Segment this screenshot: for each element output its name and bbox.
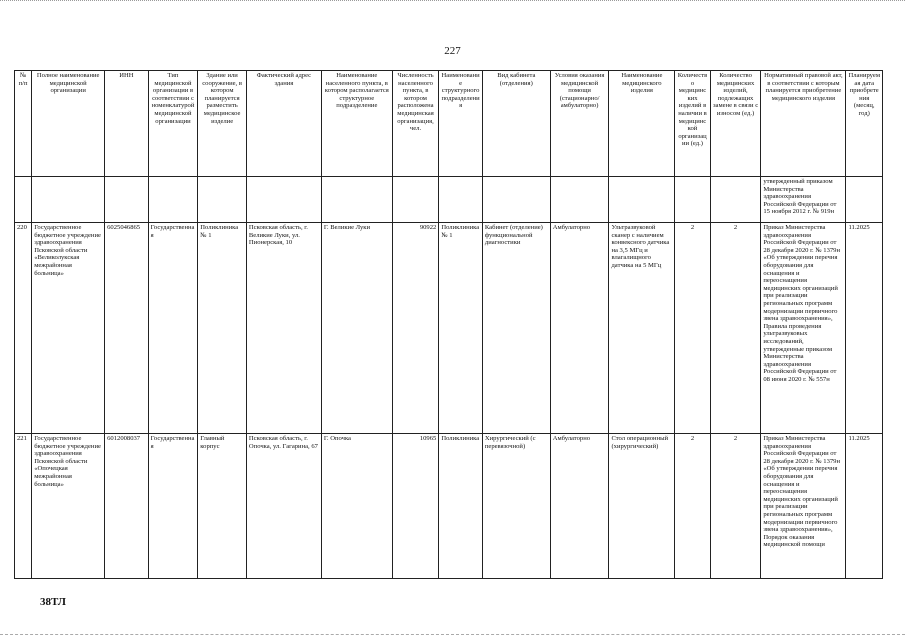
header-num: № п/п: [15, 71, 32, 177]
row-normative: Приказ Министерства здравоохранения Российской Федерации от 28 декабря 2020 г. № 1379н «Об утверждении перечня оборудования для оснащения и переоснащения медицинских организаций при реализации региональных программ модернизации первичного звена здравоохранения», Правила проведения ультразвуковых исследований, утвержденные приказом Министерства здравоохранения Российской Федерации от 08 июня 2020 г. № 557н: [761, 223, 846, 434]
row-qty-replace: 2: [710, 223, 761, 434]
registry-table: [14, 70, 883, 579]
row-building: Главный корпус: [198, 434, 247, 579]
row-org: Государственное бюджетное учреждение здравоохранения Псковской области «Великолукская межрайонная больница»: [32, 223, 105, 434]
row-qty-have: 2: [675, 223, 710, 434]
page-number: 227: [444, 45, 461, 57]
row-qty-have: 2: [675, 434, 710, 579]
table-row: [15, 223, 883, 434]
header-cabinet: Вид кабинета (отделения): [482, 71, 550, 177]
scan-edge-top: [0, 0, 905, 4]
header-locality: Наименование населенного пункта, в котором располагается структурное подразделение: [321, 71, 392, 177]
row-type: Государственная: [148, 434, 198, 579]
row-building: Поликлиника № 1: [198, 223, 247, 434]
header-device: Наименование медицинского изделия: [609, 71, 675, 177]
row-subdivision: Поликлиника: [439, 434, 483, 579]
row-org: Государственное бюджетное учреждение здравоохранения Псковской области «Опочецкая межрайонная больница»: [32, 434, 105, 579]
row-address: Псковская область, г. Великие Луки, ул. Пионерская, 10: [246, 223, 321, 434]
header-population: Численность населенного пункта, в котором расположена медицинская организация, чел.: [392, 71, 439, 177]
row-date: 11.2025: [846, 223, 883, 434]
header-inn: ИНН: [105, 71, 149, 177]
row-num: 221: [15, 434, 32, 579]
row-population: 90922: [392, 223, 439, 434]
row-conditions: Амбулаторно: [550, 223, 609, 434]
header-qty-have: Количество медицинских изделий в наличии в медицинской организации (ед.): [675, 71, 710, 177]
row-cabinet: Кабинет (отделение) функциональной диагностики: [482, 223, 550, 434]
row-inn: 6025046865: [105, 223, 149, 434]
header-building: Здание или сооружение, в котором планируется разместить медицинское изделие: [198, 71, 247, 177]
row-device: Стол операционный (хирургический): [609, 434, 675, 579]
row-qty-replace: 2: [710, 434, 761, 579]
row-date: 11.2025: [846, 434, 883, 579]
row-device: Ультразвуковой сканер с наличием конвексного датчика на 3,5 МГц и влагалищного датчика на 5 МГц: [609, 223, 675, 434]
row-subdivision: Поликлиника № 1: [439, 223, 483, 434]
row-locality: Г. Опочка: [321, 434, 392, 579]
row-num: 220: [15, 223, 32, 434]
row-normative: Приказ Министерства здравоохранения Российской Федерации от 28 декабря 2020 г. № 1379н «Об утверждении перечня оборудования для оснащения и переоснащения медицинских организаций при реализации региональных программ модернизации первичного звена здравоохранения», Порядок оказания медицинской помощи: [761, 434, 846, 579]
row-population: 10965: [392, 434, 439, 579]
continuation-normative: утвержденный приказом Министерства здравоохранения Российской Федерации от 15 ноября 2012 г. № 919н: [761, 177, 846, 223]
row-cabinet: Хирургический (с перевязочной): [482, 434, 550, 579]
row-inn: 6012008037: [105, 434, 149, 579]
header-type: Тип медицинской организации в соответствии с номенклатурой медицинской организации: [148, 71, 198, 177]
continuation-row: [15, 177, 883, 223]
header-qty-replace: Количество медицинских изделий, подлежащих замене в связи с износом (ед.): [710, 71, 761, 177]
header-row: [15, 71, 883, 177]
header-address: Фактический адрес здания: [246, 71, 321, 177]
header-normative: Нормативный правовой акт, в соответствии с которым планируется приобретение медицинского изделия: [761, 71, 846, 177]
header-subdivision: Наименование структурного подразделения: [439, 71, 483, 177]
scan-edge-bottom: [0, 634, 905, 635]
row-type: Государственная: [148, 223, 198, 434]
row-conditions: Амбулаторно: [550, 434, 609, 579]
header-conditions: Условия оказания медицинской помощи (стационарно/ амбулаторно): [550, 71, 609, 177]
header-date: Планируемая дата приобретения (месяц, год): [846, 71, 883, 177]
table-row: [15, 434, 883, 579]
header-org: Полное наименование медицинской организации: [32, 71, 105, 177]
row-locality: Г. Великие Луки: [321, 223, 392, 434]
row-address: Псковская область, г. Опочка, ул. Гагарина, 67: [246, 434, 321, 579]
document-code: 38ТЛ: [40, 596, 66, 608]
